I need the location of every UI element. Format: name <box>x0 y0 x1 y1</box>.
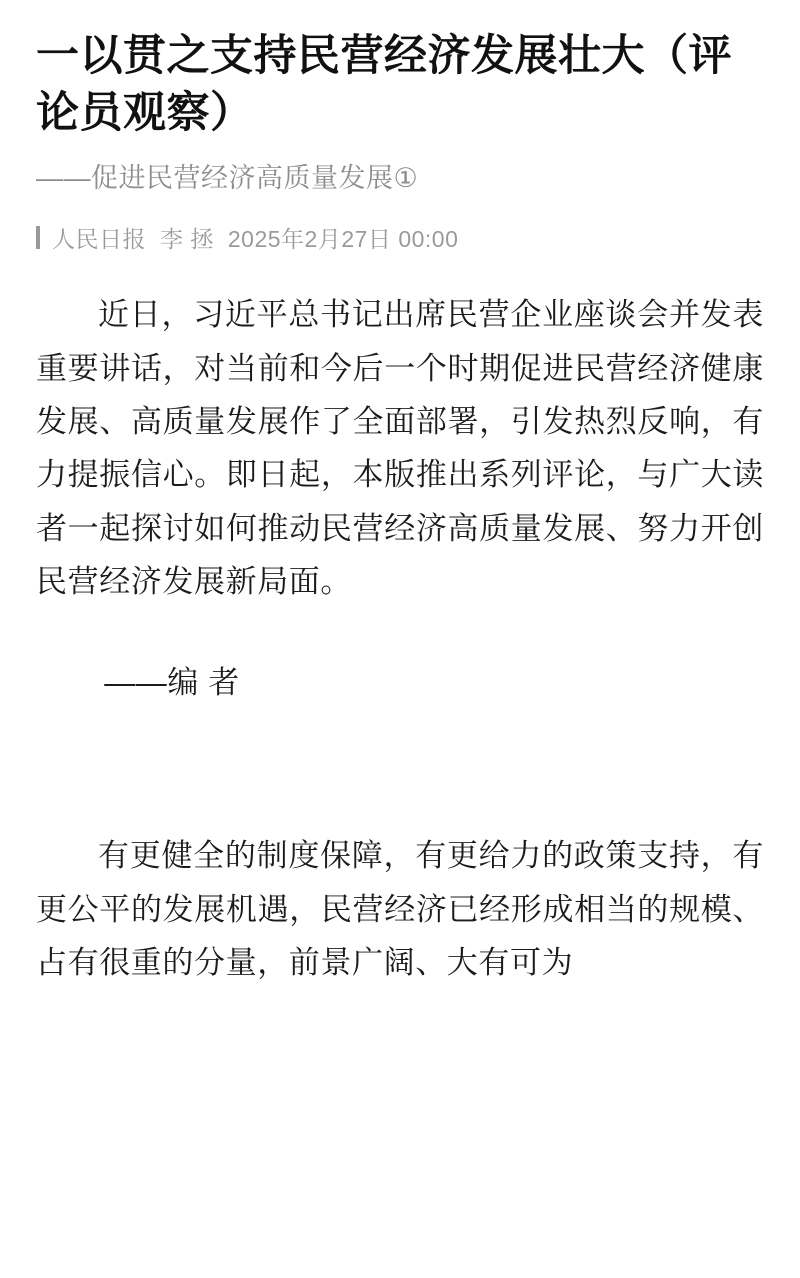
meta-author: 李 拯 <box>160 226 214 253</box>
article-subtitle: ——促进民营经济高质量发展① <box>36 162 419 193</box>
article-meta <box>36 221 764 254</box>
meta-source: 人民日报 <box>52 226 146 253</box>
editor-signature: ——编 者 <box>104 665 240 701</box>
meta-datetime: 2025年2月27日 00:00 <box>227 226 459 253</box>
article-lead-paragraph: 有更健全的制度保障，有更给力的政策支持，有更公平的发展机遇，民营经济已经形成相当的规模、占有很重的分量，前景广阔、大有可为 <box>36 838 764 981</box>
meta-accent-bar <box>36 226 40 249</box>
section-spacer <box>36 709 764 829</box>
page-title: 一以贯之支持民营经济发展壮大（评论员观察） <box>36 32 732 137</box>
article-paragraph: 近日，习近平总书记出席民营企业座谈会并发表重要讲话，对当前和今后一个时期促进民营经济健康发展、高质量发展作了全面部署，引发热烈反响，有力提振信心。即日起，本版推出系列评论，与广大读者一起探讨如何推动民营经济高质量发展、努力开创民营经济发展新局面。 <box>36 297 764 599</box>
